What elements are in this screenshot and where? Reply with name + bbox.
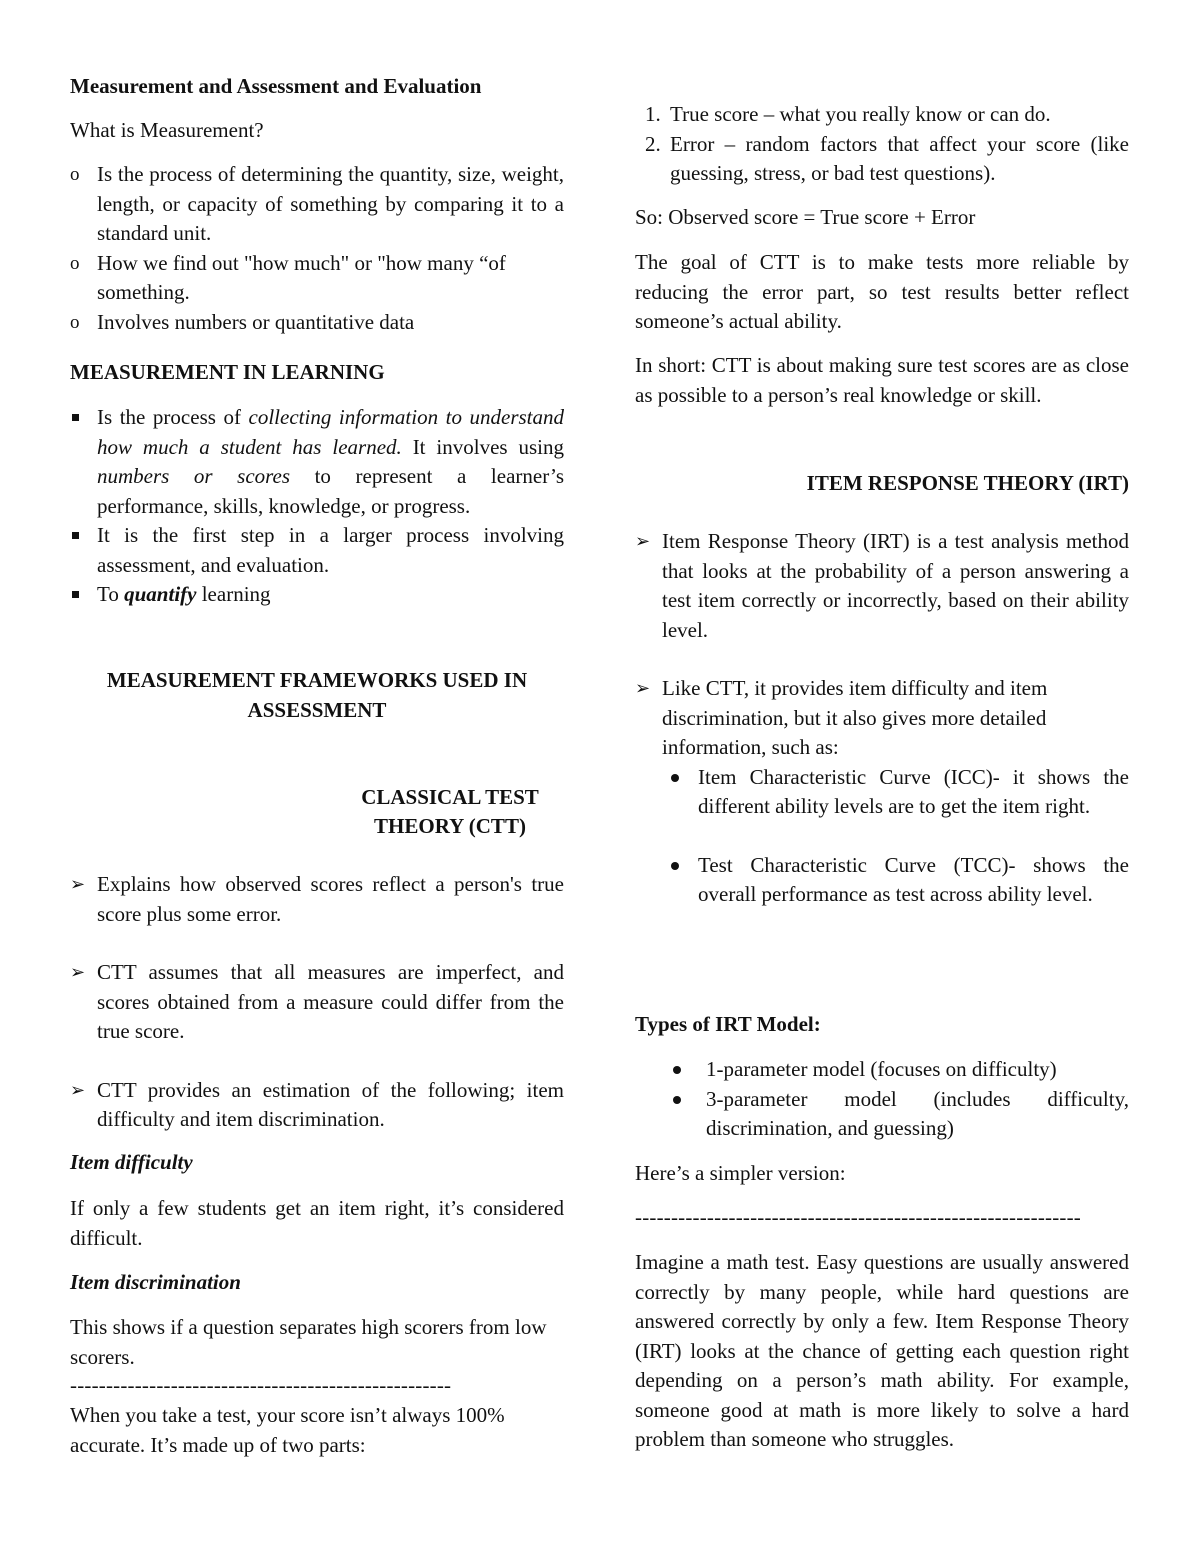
list-item: 1-parameter model (focuses on difficulty) [635,1055,1129,1085]
item-difficulty-heading: Item difficulty [70,1150,193,1174]
test-intro-text: When you take a test, your score isn’t always 100% accurate. It’s made up of two parts: [70,1403,505,1457]
score-parts-list [635,100,1129,189]
list-item: o Is the process of determining the quantity, size, weight, length, or capacity of something by comparing it to a standard unit. [70,162,564,245]
ctt-heading-line-2: THEORY (CTT) [374,814,526,838]
item-discrimination-heading: Item discrimination [70,1270,241,1294]
list-item: o Involves numbers or quantitative data [70,308,564,338]
section-heading-frameworks: MEASUREMENT FRAMEWORKS USED IN ASSESSMENT [106,668,528,722]
divider-line: -------------------------------------------------------------- [635,1205,1081,1229]
arrow-bullet-icon: ➢ [635,678,651,698]
list-item: 1. True score – what you really know or can do. [635,100,1129,130]
circle-bullet-icon: o [70,164,80,185]
ctt-summary-paragraph: In short: CTT is about making sure test scores are as close as possible to a person’s real knowledge or skill. [635,353,1129,407]
list-number: 1. [645,102,661,126]
section-heading-measurement-in-learning: MEASUREMENT IN LEARNING [70,360,385,384]
square-bullet-icon [72,414,79,421]
circle-bullet-icon: o [70,252,80,274]
arrow-bullet-icon: ➢ [70,874,86,894]
section-heading-irt: ITEM RESPONSE THEORY (IRT) [806,471,1129,495]
list-item: ➢ CTT assumes that all measures are imperfect, and scores obtained from a measure could differ from the true score. [70,960,564,1043]
item-discrimination-text: This shows if a question separates high scorers from low scorers. [70,1315,547,1369]
list-item: ➢ Like CTT, it provides item difficulty and item discrimination, but it also gives more detailed information, such as: [635,676,1048,759]
simpler-version-label: Here’s a simpler version: [635,1161,846,1185]
item-difficulty-text: If only a few students get an item right, it’s considered difficult. [70,1196,564,1250]
dot-bullet-icon [673,1096,681,1104]
arrow-bullet-icon: ➢ [70,962,86,982]
list-item: ➢ Explains how observed scores reflect a person's true score plus some error. [70,872,564,926]
what-is-measurement-question: What is Measurement? [70,118,264,142]
list-item: It is the first step in a larger process involving assessment, and evaluation. [70,521,564,580]
irt-types-list [635,1055,1129,1144]
ctt-bullet-list [70,870,564,1135]
dot-bullet-icon [671,862,679,870]
divider-line: ----------------------------------------------------- [70,1373,452,1397]
list-item: 2. Error – random factors that affect your score (like guessing, stress, or bad test questions). [645,131,1129,185]
list-item: o How we find out "how much" or "how many “of something. [70,250,506,304]
list-item: To quantify learning [70,580,564,610]
arrow-bullet-icon: ➢ [70,1079,86,1100]
dot-bullet-icon [671,774,679,782]
types-of-irt-heading: Types of IRT Model: [635,1012,821,1036]
list-item: ➢ CTT provides an estimation of the following; item difficulty and item discrimination. [70,1077,564,1131]
square-bullet-icon [72,591,79,598]
circle-bullet-icon: o [70,311,80,333]
irt-bullet-list [635,527,1129,910]
math-example-paragraph: Imagine a math test. Easy questions are usually answered correctly by many people, while hard questions are answered correctly by only a few. Item Response Theory (IRT) looks at the chance of getting each question right depending on a person’s math ability. For example, someone good at math is more likely to solve a hard problem than someone who struggles. [635,1250,1129,1451]
list-item: 3-parameter model (includes difficulty, discrimination, and guessing) [635,1085,1129,1144]
ctt-goal-paragraph: The goal of CTT is to make tests more reliable by reducing the error part, so test results better reflect someone’s actual ability. [635,250,1129,333]
irt-sub-list [635,763,1129,910]
arrow-bullet-icon: ➢ [635,531,651,551]
score-formula: So: Observed score = True score + Error [635,205,976,229]
list-item: Item Characteristic Curve (ICC)- it shows the different ability levels are to get the item right. [635,763,1129,822]
list-item: Is the process of collecting information to understand how much a student has learned. It involves using numbers or scores to represent a learner’s performance, skills, knowledge, or progress. [70,403,564,521]
learning-bullet-list [70,403,564,610]
list-number: 2. [645,131,661,156]
measurement-bullet-list [70,160,564,337]
ctt-heading-line-1: CLASSICAL TEST [361,785,539,809]
document-title: Measurement and Assessment and Evaluation [70,74,482,98]
square-bullet-icon [72,532,79,539]
list-item: ➢ Item Response Theory (IRT) is a test analysis method that looks at the probability of a person answering a test item correctly or incorrectly, based on their ability level. [635,529,1129,642]
list-item: Test Characteristic Curve (TCC)- shows the overall performance as test across ability level. [635,851,1129,910]
dot-bullet-icon [673,1066,681,1074]
